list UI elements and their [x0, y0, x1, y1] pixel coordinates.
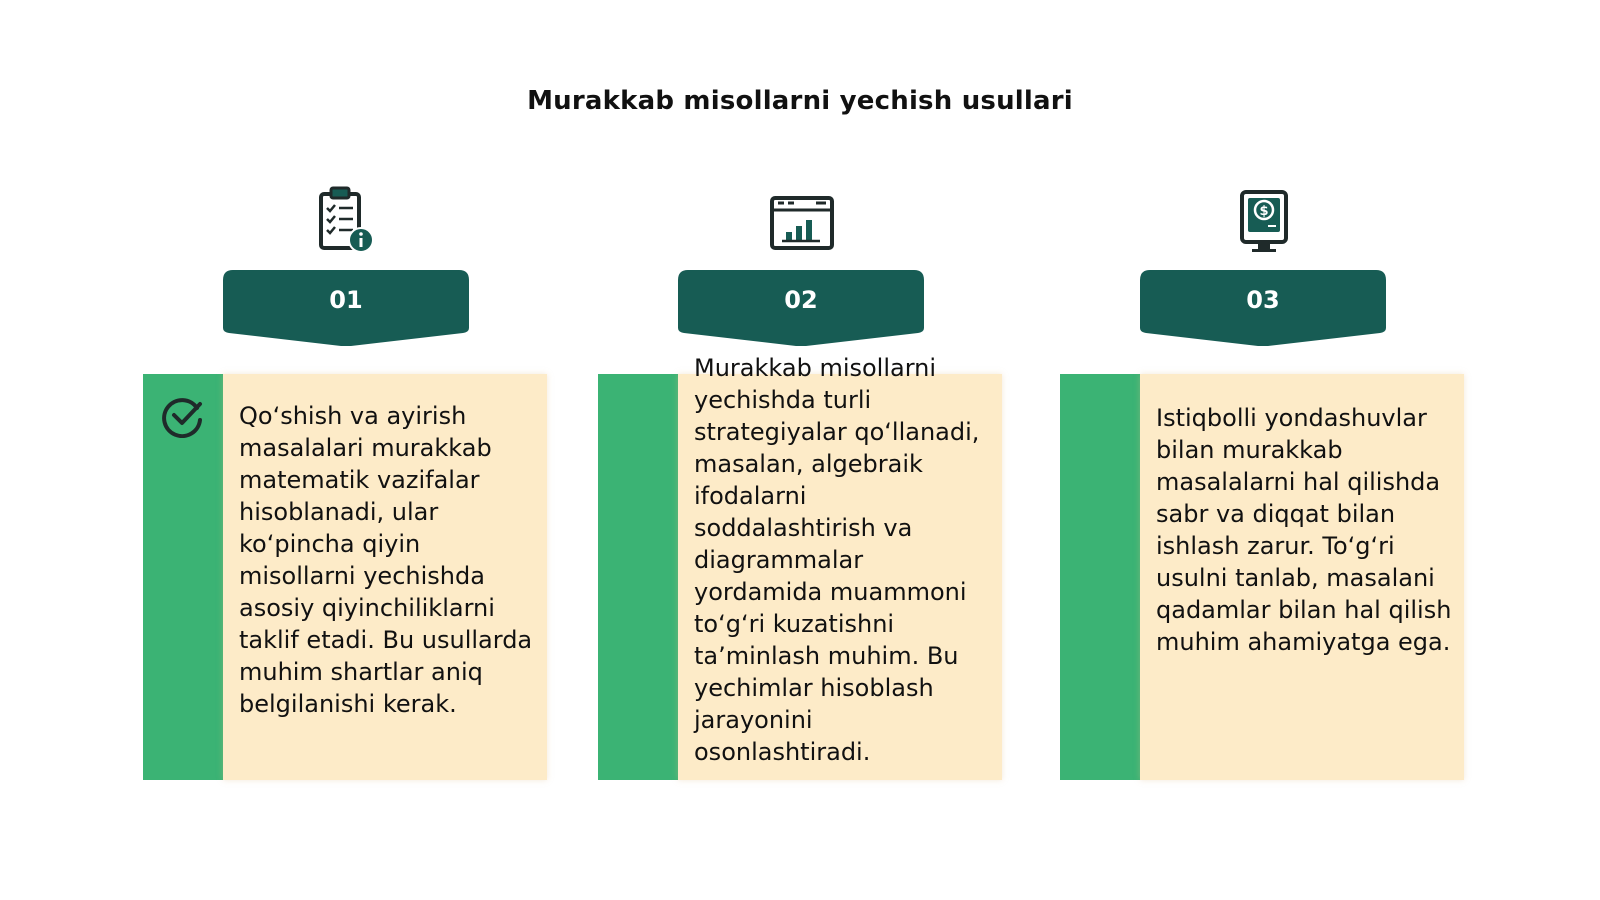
step-tab-01 — [223, 270, 469, 346]
step-description: Murakkab misollarni yechishda turli strategiyalar qo‘llanadi, masalan, algebraik ifodalarni soddalashtirish va diagrammalar yordamida muammoni to‘g‘ri kuzatishni ta’minlash muhim. Bu yechimlar hisoblash jarayonini osonlashtiradi. — [694, 354, 980, 766]
step-card-1 — [143, 374, 547, 780]
step-column-3 — [1060, 0, 1480, 900]
step-description: Qo‘shish va ayirish masalalari murakkab matematik vazifalar hisoblanadi, ular ko‘pincha qiyin misollarni yechishda asosiy qiyinchiliklarni taklif etadi. Bu usullarda muhim shartlar aniq belgilanishi kerak. — [239, 402, 533, 718]
step-number: 01 — [329, 286, 363, 314]
step-tab-02 — [678, 270, 924, 346]
step-description: Istiqbolli yondashuvlar bilan murakkab masalalarni hal qilishda sabr va diqqat bilan ishlash zarur. To‘g‘ri usulni tanlab, masalani qadamlar bilan hal qilish muhim ahamiyatga ega. — [1156, 404, 1452, 656]
step-card-3 — [1060, 374, 1464, 780]
accent-stripe — [143, 374, 223, 780]
bar-chart-window-icon — [766, 186, 838, 258]
step-number: 03 — [1246, 286, 1280, 314]
page-title: Murakkab misollarni yechish usullari — [527, 86, 1073, 116]
clipboard-checklist-icon — [311, 186, 383, 258]
accent-stripe — [1060, 374, 1140, 780]
step-tab-03 — [1140, 270, 1386, 346]
step-number: 02 — [784, 286, 818, 314]
step-column-2 — [598, 0, 1018, 900]
accent-stripe — [598, 374, 678, 780]
step-column-1 — [143, 0, 563, 900]
dollar-device-icon — [1228, 186, 1300, 258]
check-circle-icon — [161, 394, 205, 438]
step-card-2 — [598, 354, 1002, 780]
svg-text:$: $ — [1259, 204, 1269, 219]
